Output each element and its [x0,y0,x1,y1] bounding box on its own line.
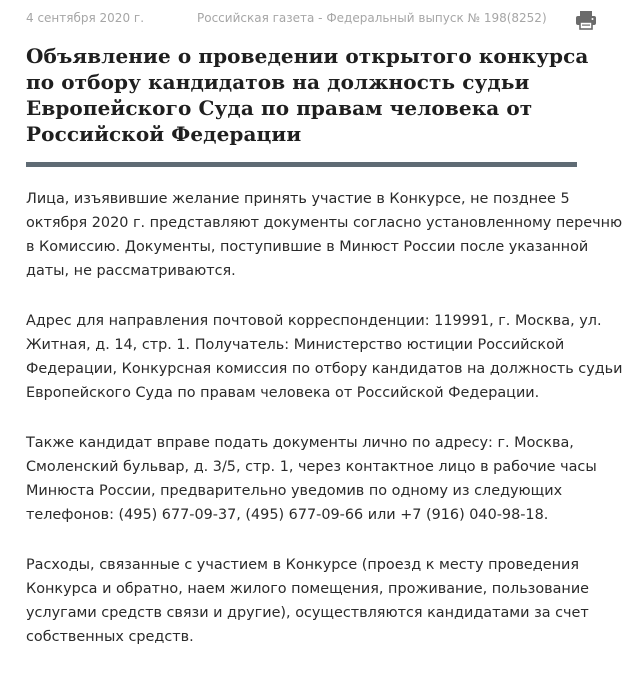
title-divider [26,162,577,167]
print-button[interactable] [574,8,598,32]
paragraph-deadline: Лица, изъявившие желание принять участие в Конкурсе, не позднее 5 октября 2020 г. представляют документы согласно установленному перечню в Комиссию. Документы, поступившие в Минюст России после указанной даты, не рассматриваются. [26,191,623,279]
article-body [26,187,632,675]
paragraph-postal-address: Адрес для направления почтовой корреспонденции: 119991, г. Москва, ул. Житная, д. 14, стр. 1. Получатель: Министерство юстиции Российской Федерации, Конкурсная комиссия по отбору кандидатов на должность судьи Европейского Суда по правам человека от Российской Федерации. [26,313,623,401]
printer-icon [574,8,598,32]
publication-date: 4 сентября 2020 г. [26,11,145,25]
publication-source: Российская газета - Федеральный выпуск № 198(8252) [197,11,547,25]
paragraph-expenses: Расходы, связанные с участием в Конкурсе (проезд к месту проведения Конкурса и обратно, наем жилого помещения, проживание, пользование услугами средств связи и другие), осуществляются кандидатами за счет собственных средств. [26,557,590,645]
article-meta-bar [0,0,638,38]
article-title: Объявление о проведении открытого конкурса по отбору кандидатов на должность судьи Европейского Суда по правам человека от Российской Федерации [26,44,589,146]
paragraph-in-person-submission: Также кандидат вправе подать документы лично по адресу: г. Москва, Смоленский бульвар, д. 3/5, стр. 1, через контактное лицо в рабочие часы Минюста России, предварительно уведомив по одному из следующих телефонов: (495) 677-09-37, (495) 677-09-66 или +7 (916) 040-98-18. [26,435,597,523]
